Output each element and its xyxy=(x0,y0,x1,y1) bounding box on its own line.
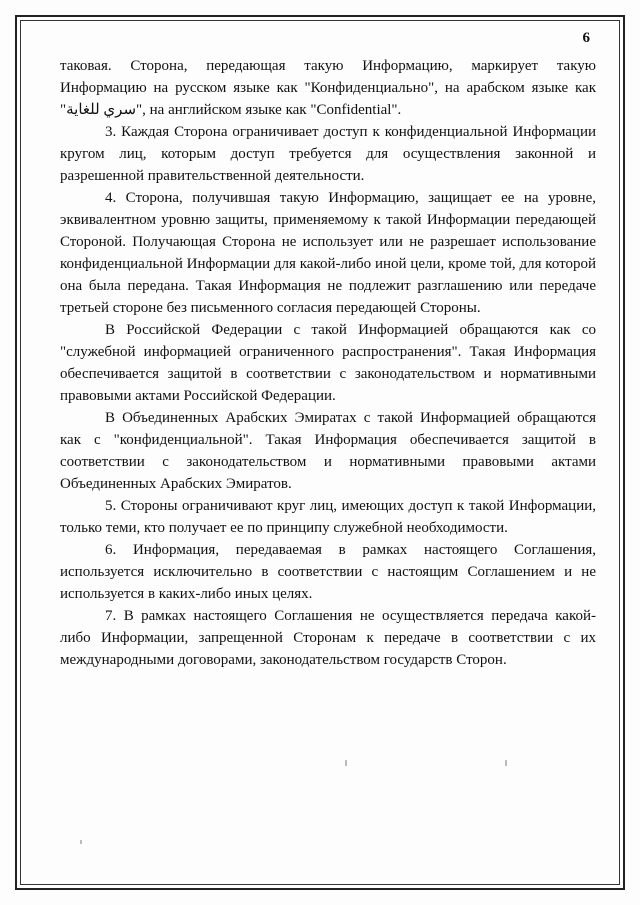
paragraph: 4. Сторона, получившая такую Информацию, защищает ее на уровне, эквивалентном уровню защиты, применяемому к такой Информации передающей Стороной. Получающая Сторона не использует или не разрешает использование конфиденциальной Информации для какой-либо иной цели, кроме той, для которой она была передана. Такая Информация не подлежит разглашению или передаче третьей стороне без письменного согласия передающей Стороны. xyxy=(60,190,596,316)
document-body xyxy=(60,55,596,671)
paragraph: 3. Каждая Сторона ограничивает доступ к конфиденциальной Информации кругом лиц, которым доступ требуется для осуществления законной и разрешенной правительственной деятельности. xyxy=(60,124,596,184)
paragraph: В Объединенных Арабских Эмиратах с такой Информацией обращаются как с "конфиденциальной". Такая Информация обеспечивается защитой в соответствии с законодательством и нормативными правовыми актами Объединенных Арабских Эмиратов. xyxy=(60,410,596,492)
scan-speck xyxy=(345,760,347,766)
paragraph: 7. В рамках настоящего Соглашения не осуществляется передача какой-либо Информации, запрещенной Сторонам к передаче в соответствии с их международными договорами, законодательством государств Сторон. xyxy=(60,608,596,668)
paragraph: 5. Стороны ограничивают круг лиц, имеющих доступ к такой Информации, только теми, кто получает ее по принципу служебной необходимости. xyxy=(60,498,596,536)
paragraph: В Российской Федерации с такой Информацией обращаются как со "служебной информацией ограниченного распространения". Такая Информация обеспечивается защитой в соответствии с законодательством и нормативными правовыми актами Российской Федерации. xyxy=(60,322,596,404)
scan-speck xyxy=(80,840,82,844)
scan-speck xyxy=(505,760,507,766)
paragraph: таковая. Сторона, передающая такую Информацию, маркирует такую Информацию на русском языке как "Конфиденциально", на арабском языке как "سري للغاية", на английском языке как "Confidential". xyxy=(60,58,596,118)
page-number: 6 xyxy=(582,30,590,46)
paragraph: 6. Информация, передаваемая в рамках настоящего Соглашения, используется исключительно в соответствии с настоящим Соглашением и не используется в каких-либо иных целях. xyxy=(60,542,596,602)
